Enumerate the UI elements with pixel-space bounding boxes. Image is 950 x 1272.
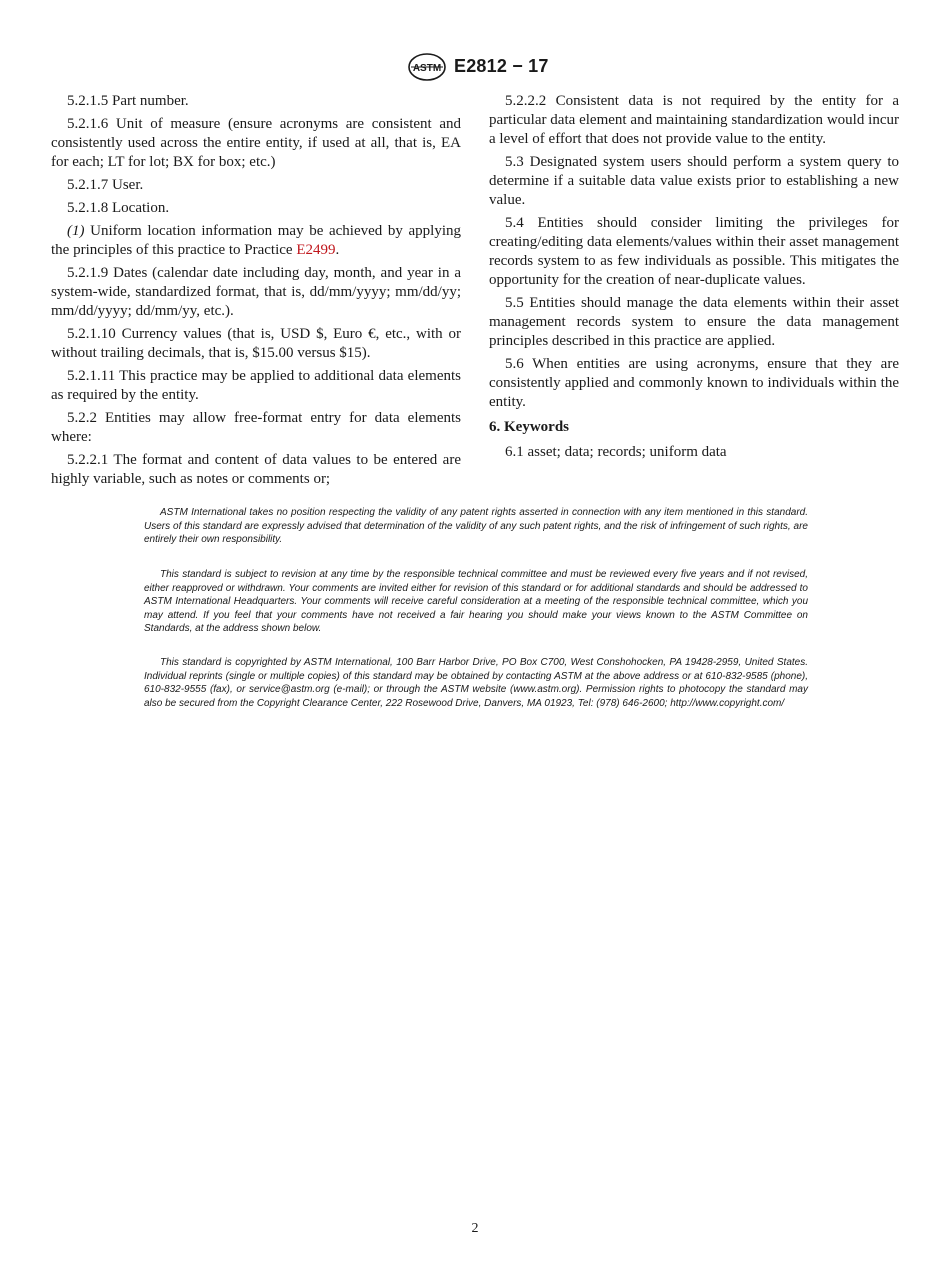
paragraph-5-6: 5.6 When entities are using acronyms, ensure that they are consistently applied and commonly known to individuals within the entity. [489,356,899,410]
paragraph-5-2-1-5: 5.2.1.5 Part number. [67,93,189,109]
paragraph-5-2-1-11: 5.2.1.11 This practice may be applied to additional data elements as required by the entity. [51,368,461,403]
paragraph-location-note [51,222,461,260]
document-number: E2812 − 17 [454,56,549,76]
paragraph-5-4: 5.4 Entities should consider limiting the privileges for creating/editing data elements/values within their asset management records system to as few individuals as possible. This mitigates the opportunity for the creation of near-duplicate values. [489,215,899,288]
paragraph-5-2-1-8: 5.2.1.8 Location. [67,200,170,216]
paragraph-5-2-1-10: 5.2.1.10 Currency values (that is, USD $, Euro €, etc., with or without trailing decimals, that is, $15.00 versus $15). [51,326,461,361]
note-end: . [335,242,340,258]
paragraph-5-2-1-7: 5.2.1.7 User. [67,177,144,193]
copyright-notice-text: This standard is copyrighted by ASTM International, 100 Barr Harbor Drive, PO Box C700, West Conshohocken, PA 19428-2959, United States. Individual reprints (single or multiple copies) of this standard may be obtained by contacting ASTM at the above address or at 610-832-9585 (phone), 610-832-9555 (fax), or service@astm.org (e-mail); or through the ASTM website (www.astm.org). Permission rights to photocopy the standard may also be secured from the Copyright Clearance Center, 222 Rosewood Drive, Danvers, MA 01923, Tel: (978) 646-2600; http://www.copyright.com/ [144,657,808,709]
paragraph-5-2-2: 5.2.2 Entities may allow free-format entry for data elements where: [51,410,461,445]
revision-notice [144,568,808,636]
paragraph-5-2-2-2: 5.2.2.2 Consistent data is not required by the entity for a particular data element and maintaining standardization would incur a level of effort that does not provide value to the entity. [489,93,899,147]
paragraph-5-5: 5.5 Entities should manage the data elements within their asset management records system to ensure the data management principles described in this practice are applied. [489,295,899,349]
patent-notice-text: ASTM International takes no position respecting the validity of any patent rights asserted in connection with any item mentioned in this standard. Users of this standard are expressly advised that determination of the validity of any such patent rights, and the risk of infringement of such rights, are entirely their own responsibility. [144,507,808,545]
paragraph-5-2-2-1: 5.2.2.1 The format and content of data values to be entered are highly variable, such as notes or comments or; [51,452,461,487]
left-column [51,92,461,493]
paragraph-6-1: 6.1 asset; data; records; uniform data [505,444,727,460]
note-text: Uniform location information may be achieved by applying the principles of this practice to Practice [51,223,461,258]
svg-text:ASTM: ASTM [412,63,442,74]
paragraph-5-3: 5.3 Designated system users should perform a system query to determine if a suitable data value exists prior to establishing a new value. [489,154,899,208]
copyright-notice [144,656,808,710]
right-column [489,92,899,466]
paragraph-5-2-1-9: 5.2.1.9 Dates (calendar date including day, month, and year in a system-wide, standardized format, that is, dd/mm/yyyy; mm/dd/yy; mm/dd/yyyy; dd/mm/yy, etc.). [51,265,461,319]
astm-logo-icon [407,52,447,82]
keywords-heading: 6. Keywords [489,419,569,435]
page-number: 2 [471,1221,479,1236]
paragraph-5-2-1-6: 5.2.1.6 Unit of measure (ensure acronyms are consistent and consistently used across the entire entity, if used at all, that is, EA for each; LT for lot; BX for box; etc.) [51,116,461,170]
practice-e2499-link[interactable]: E2499 [296,242,336,258]
revision-notice-text: This standard is subject to revision at any time by the responsible technical committee and must be reviewed every five years and if not revised, either reapproved or withdrawn. Your comments are invited either for revision of this standard or for additional standards and should be addressed to ASTM International Headquarters. Your comments will receive careful consideration at a meeting of the responsible technical committee, which you may attend. If you feel that your comments have not received a fair hearing you should make your views known to the ASTM Committee on Standards, at the address shown below. [144,569,808,634]
note-marker: (1) [67,223,85,239]
page-header [0,52,950,86]
patent-notice [144,506,808,547]
